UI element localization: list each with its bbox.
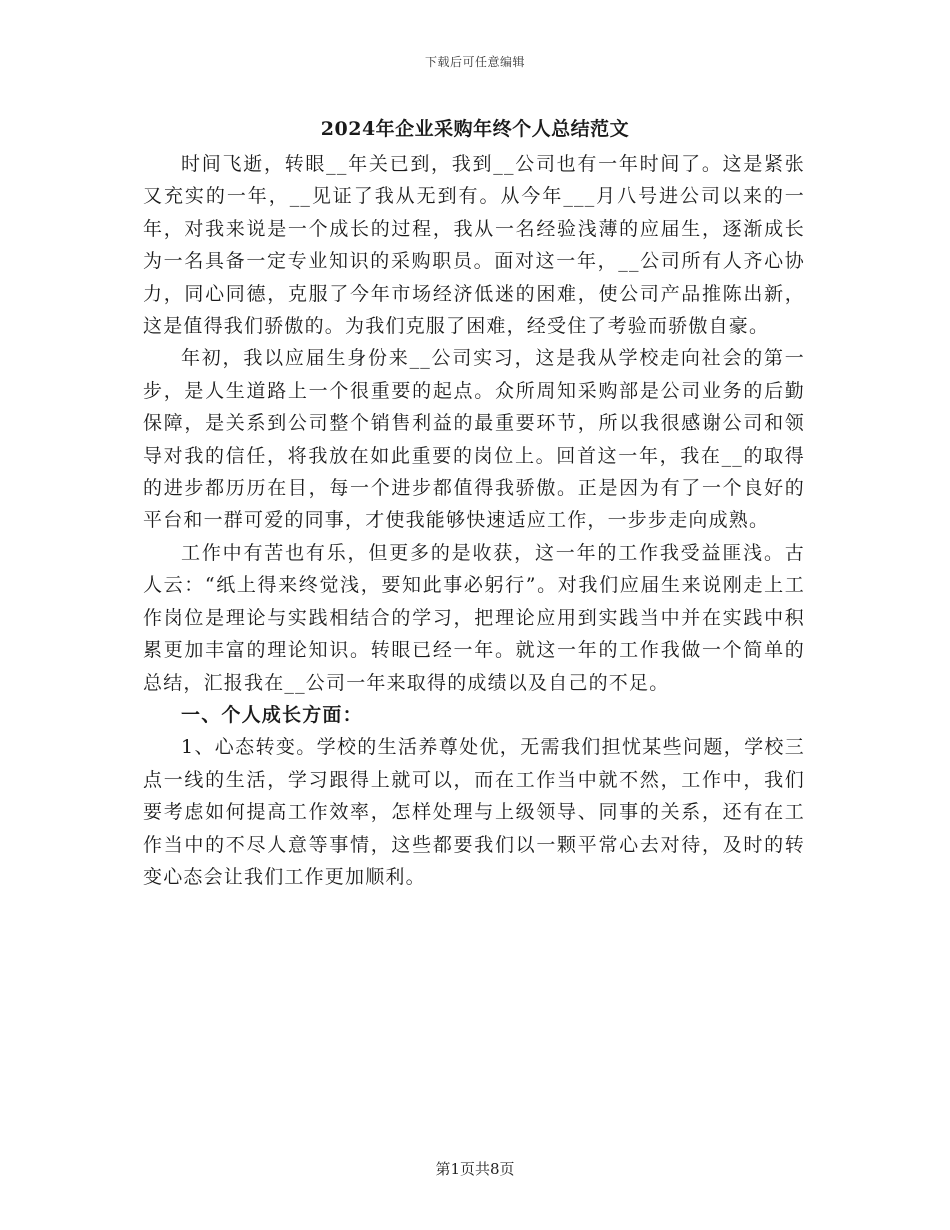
page-number-footer: 第1页共8页 [435, 1160, 515, 1178]
paragraph-intro: 时间飞逝，转眼__年关已到，我到__公司也有一年时间了。这是紧张又充实的一年，__见证了我从无到有。从今年___月八号进公司以来的一年，对我来说是一个成长的过程，我从一名经验浅薄的应届生，逐渐成长为一名具备一定专业知识的采购职员。面对这一年，__公司所有人齐心协力，同心同德，克服了今年市场经济低迷的困难，使公司产品推陈出新，这是值得我们骄傲的。为我们克服了困难，经受住了考验而骄傲自豪。 [143, 153, 805, 338]
page-header-note: 下载后可任意编辑 [424, 55, 525, 69]
paragraph-early-year: 年初，我以应届生身份来__公司实习，这是我从学校走向社会的第一步，是人生道路上一个很重要的起点。众所周知采购部是公司业务的后勤保障，是关系到公司整个销售利益的最重要环节，所以我很感谢公司和领导对我的信任，将我放在如此重要的岗位上。回首这一年，我在__的取得的进步都历历在目，每一个进步都值得我骄傲。正是因为有了一个良好的平台和一群可爱的同事，才使我能够快速适应工作，一步步走向成熟。 [143, 347, 805, 532]
paragraph-work-gains: 工作中有苦也有乐，但更多的是收获，这一年的工作我受益匪浅。古人云：“纸上得来终觉浅，要知此事必躬行”。对我们应届生来说刚走上工作岗位是理论与实践相结合的学习，把理论应用到实践当中并在实践中积累更加丰富的理论知识。转眼已经一年。就这一年的工作我做一个简单的总结，汇报我在__公司一年来取得的成绩以及自己的不足。 [143, 541, 805, 694]
section-heading-personal-growth: 一、个人成长方面： [181, 703, 363, 726]
paragraph-mindset-change: 1、心态转变。学校的生活养尊处优，无需我们担忧某些问题，学校三点一线的生活，学习跟得上就可以，而在工作当中就不然，工作中，我们要考虑如何提高工作效率，怎样处理与上级领导、同事的关系，还有在工作当中的不尽人意等事情，这些都要我们以一颗平常心去对待，及时的转变心态会让我们工作更加顺利。 [143, 736, 805, 888]
document-body [143, 148, 805, 893]
document-title: 2024年企业采购年终个人总结范文 [320, 118, 630, 140]
